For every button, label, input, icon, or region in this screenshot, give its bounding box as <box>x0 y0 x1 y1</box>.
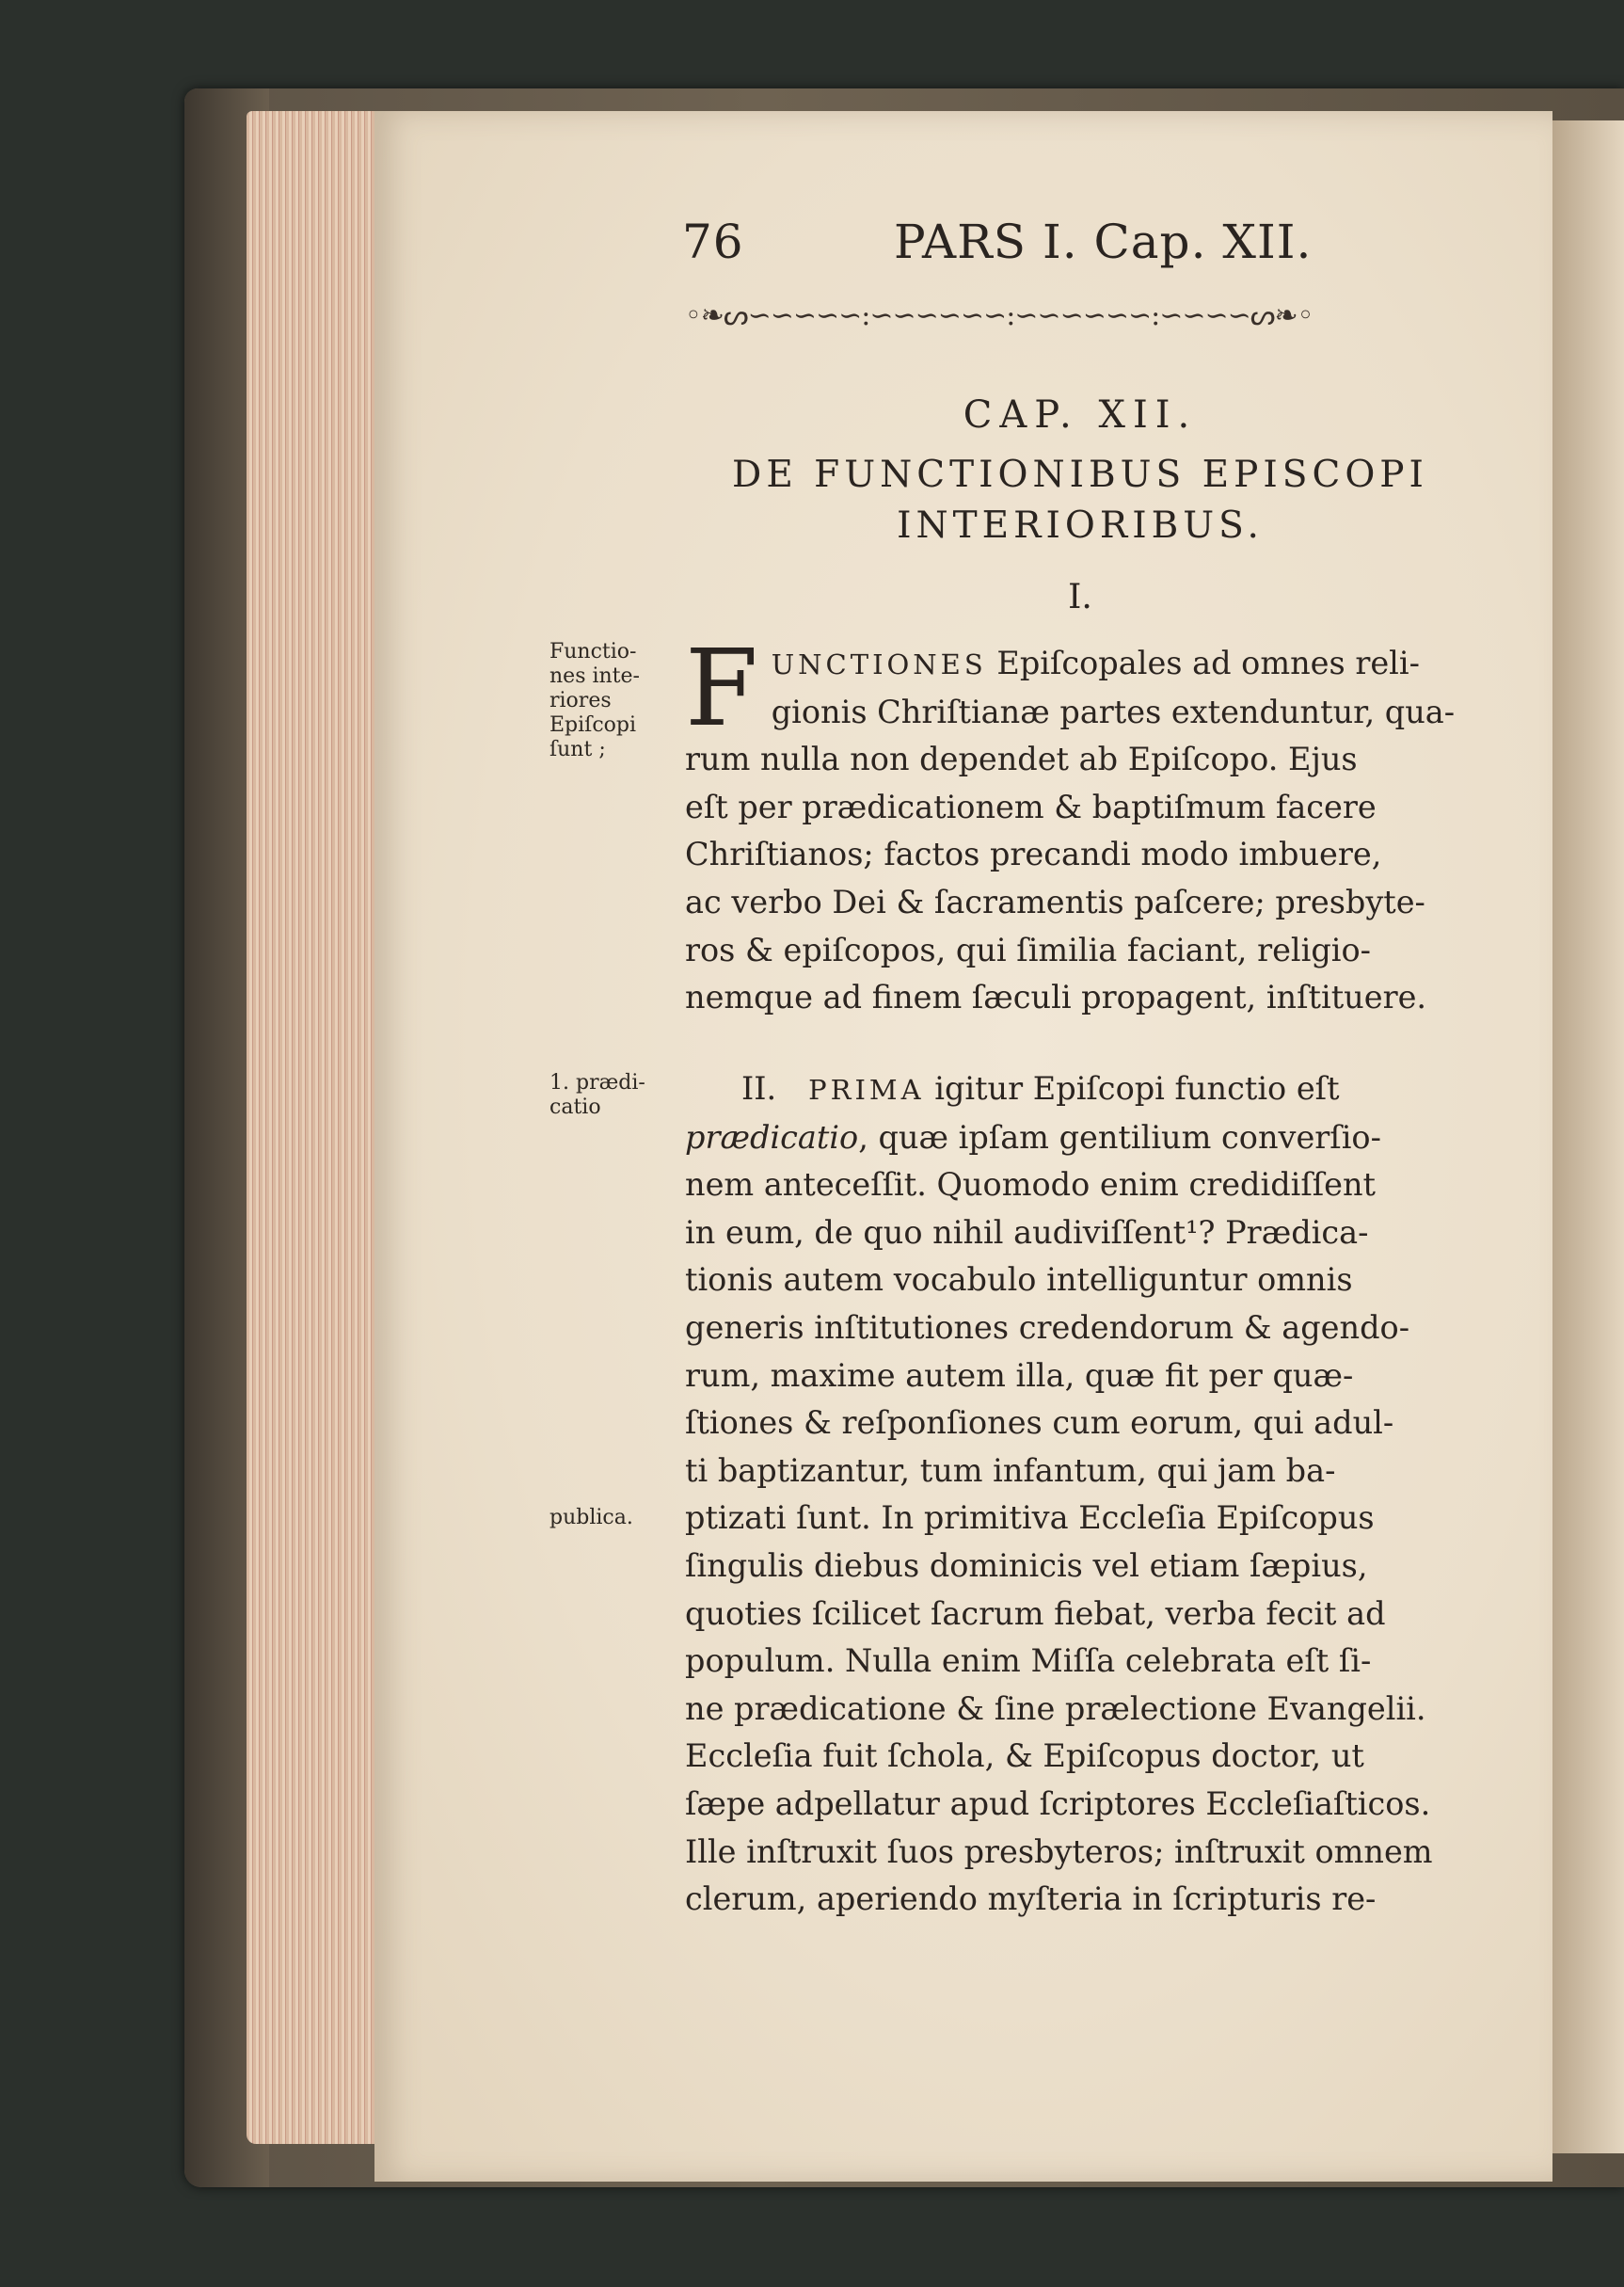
small-caps: PRIMA <box>808 1074 925 1106</box>
text-line: ne prædicatione & ſine prælectione Evangelii. <box>685 1689 1426 1727</box>
text-line: populum. Nulla enim Miſſa celebrata eſt ſi- <box>685 1642 1372 1680</box>
text-line: rum nulla non dependet ab Epiſcopo. Ejus <box>685 741 1358 778</box>
chapter-title-line: DE FUNCTIONIBUS EPISCOPI <box>732 454 1428 496</box>
running-head <box>682 215 1425 280</box>
text-line: nemque ad finem ſæculi propagent, inſtituere. <box>685 979 1427 1016</box>
text-line: nem anteceſſit. Quomodo enim credidiſſent <box>685 1166 1377 1204</box>
chapter-title <box>685 450 1475 552</box>
text-line: ac verbo Dei & ſacramentis paſcere; presbyte- <box>685 883 1425 920</box>
text-line: Ille inſtruxit ſuos presbyteros; inſtruxit omnem <box>685 1832 1433 1870</box>
running-title: PARS I. Cap. XII. <box>894 215 1313 269</box>
small-caps: UNCTIONES <box>771 648 987 680</box>
text-line: ſæpe adpellatur apud ſcriptores Eccleſiaſticos. <box>685 1784 1431 1822</box>
chapter-title-line: INTERIORIBUS. <box>897 504 1264 547</box>
margin-note: Functio- nes inte- riores Epiſcopi ſunt ; <box>549 640 640 761</box>
text-line: eſt per prædicationem & baptiſmum facere <box>685 788 1377 825</box>
section-number: II. <box>741 1070 777 1107</box>
text-line: ſingulis diebus dominicis vel etiam ſæpius, <box>685 1546 1368 1584</box>
text-line: quoties ſcilicet ſacrum fiebat, verba fecit ad <box>685 1594 1386 1632</box>
text-line <box>685 1114 1473 1162</box>
text-fragment: Epiſcopales ad omnes reli- <box>986 645 1420 681</box>
text-line: generis inſtitutiones credendorum & agendo- <box>685 1308 1410 1346</box>
margin-note: 1. prædi- catio <box>549 1071 645 1119</box>
text-line: Eccleſia fuit ſchola, & Epiſcopus doctor, ut <box>685 1737 1364 1775</box>
drop-cap: F <box>685 628 758 750</box>
paragraph-1 <box>685 628 1473 1022</box>
margin-note: publica. <box>549 1506 633 1529</box>
text-line: clerum, aperiendo myſteria in ſcripturis re- <box>685 1880 1377 1918</box>
text-line: ſtiones & reſponſiones cum eorum, qui adul- <box>685 1404 1394 1442</box>
section-number: I. <box>1068 578 1092 616</box>
text-fragment: igitur Epiſcopi functio eſt <box>924 1070 1340 1107</box>
page-edges <box>247 111 388 2144</box>
text-line <box>685 640 1473 689</box>
text-line: ti baptizantur, tum infantum, qui jam ba- <box>685 1451 1336 1489</box>
text-line: gionis Chriſtianæ partes extenduntur, qua- <box>771 693 1456 730</box>
page-number: 76 <box>682 215 744 269</box>
text-line: ptizati ſunt. In primitiva Eccleſia Epiſcopus <box>685 1499 1375 1537</box>
text-line: tionis autem vocabulo intelliguntur omnis <box>685 1261 1353 1299</box>
text-line: rum, maxime autem illa, quæ fit per quæ- <box>685 1356 1354 1394</box>
text-line <box>685 1065 1473 1114</box>
text-line: ros & epiſcopos, qui ſimilia faciant, religio- <box>685 931 1372 968</box>
ornament-rule: ◦❧ᔕ∽∽∽∽∽:∽∽∽∽∽∽:∽∽∽∽∽∽:∽∽∽∽ᔕ❧◦ <box>685 299 1314 332</box>
text-line: in eum, de quo nihil audiviſſent¹? Prædica- <box>685 1213 1369 1251</box>
text-line: Chriſtianos; factos precandi modo imbuere, <box>685 836 1382 873</box>
facing-page-edge <box>1552 120 1624 2153</box>
paragraph-2 <box>685 1065 1473 1924</box>
chapter-label: CAP. XII. <box>963 393 1198 437</box>
italic-word: prædicatio <box>685 1118 859 1156</box>
text-fragment: , quæ ipſam gentilium converſio- <box>858 1118 1381 1156</box>
